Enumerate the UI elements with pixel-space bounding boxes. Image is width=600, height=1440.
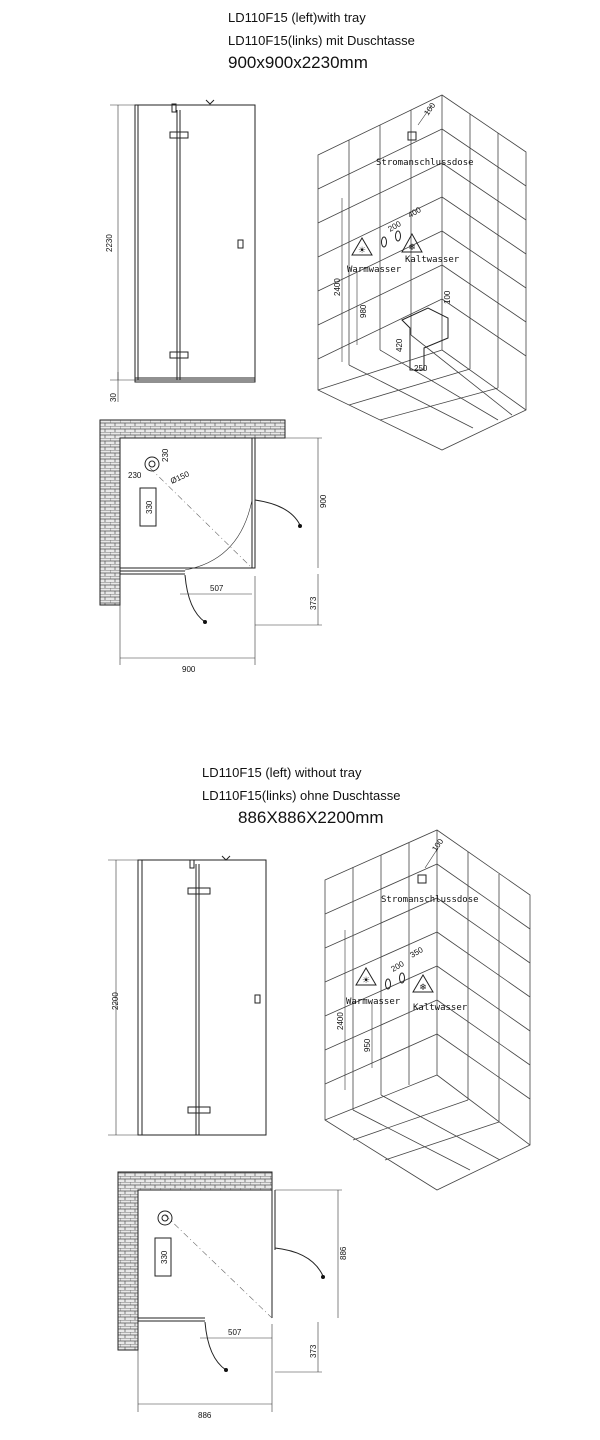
plan-dim-330: 330	[145, 500, 154, 514]
side2-door-swing	[275, 1248, 323, 1276]
section1-wall-view	[318, 95, 526, 450]
section1-title-line1: LD110F15 (left)with tray	[228, 10, 366, 25]
socket2-box	[418, 875, 426, 883]
side2-door-swing-end	[321, 1275, 325, 1279]
section2-front-view	[108, 856, 266, 1135]
plan2-dim-507: 507	[228, 1328, 242, 1337]
dim-200-label: 200	[386, 219, 403, 234]
front-door-swing	[185, 575, 205, 622]
plan2-dim-886-side: 886	[339, 1246, 348, 1260]
plan-dim-373: 373	[309, 596, 318, 610]
socket-label: Stromanschlussdose	[376, 158, 474, 168]
left-wall-tiles	[318, 110, 442, 365]
sun2-icon: ☀	[361, 975, 371, 985]
dim-400-label: 400	[406, 205, 423, 220]
section2-floor-plan	[118, 1172, 348, 1420]
cold2-water-label: Kaltwasser	[413, 1003, 468, 1013]
warm2-water-label: Warmwasser	[346, 997, 401, 1007]
dim-2400-label: 2400	[333, 278, 342, 296]
dim-980-label: 980	[359, 304, 368, 318]
drain-inner	[149, 461, 155, 467]
section2-title-line2: LD110F15(links) ohne Duschtasse	[202, 788, 401, 803]
snowflake2-icon: ❄	[419, 982, 427, 992]
front-height-label: 2230	[105, 234, 114, 252]
front2-height-label: 2200	[111, 992, 120, 1010]
section1-floor-plan	[100, 420, 328, 674]
side-door-swing	[255, 500, 300, 525]
door-handle	[238, 240, 243, 248]
section1-title-line3: 900x900x2230mm	[228, 53, 368, 72]
dim-420-label: 420	[395, 338, 404, 352]
dim2-2400-label: 2400	[336, 1012, 345, 1030]
front-frame-outline	[135, 105, 255, 380]
socket-dim-label: 100	[422, 101, 438, 118]
warm-water-outlet	[382, 237, 387, 247]
section2-title-line1: LD110F15 (left) without tray	[202, 765, 362, 780]
cold-water-outlet	[396, 231, 401, 241]
front2-door-swing-end	[224, 1368, 228, 1372]
plan-dim-230b: 230	[128, 471, 142, 480]
dim2-200-label: 200	[389, 959, 406, 974]
dim2-950-label: 950	[363, 1038, 372, 1052]
socket2-label: Stromanschlussdose	[381, 895, 479, 905]
tray-height-label: 30	[109, 393, 118, 402]
plan-dim-900-side: 900	[319, 494, 328, 508]
cold-water-label: Kaltwasser	[405, 255, 460, 265]
plan-dim-150: Ø150	[169, 469, 191, 486]
drain2-inner	[162, 1215, 168, 1221]
warm-water-label: Warmwasser	[347, 265, 402, 275]
brick2-wall	[118, 1172, 272, 1350]
sun-icon: ☀	[357, 245, 367, 255]
plan2-dim-886-bottom: 886	[198, 1411, 212, 1420]
side-door-swing-end	[298, 524, 302, 528]
section2-wall-view	[325, 830, 530, 1190]
top2-clamp	[190, 860, 194, 868]
right-wall2-tiles	[437, 852, 530, 1122]
plan-dim-230a: 230	[161, 448, 170, 462]
hinge-bottom	[170, 352, 188, 358]
plan2-dim-373: 373	[309, 1344, 318, 1358]
plan-dim-900-bottom: 900	[182, 665, 196, 674]
plan-dim-507: 507	[210, 584, 224, 593]
hinge-top	[170, 132, 188, 138]
door2-handle	[255, 995, 260, 1003]
section2-title-line3: 886X886X2200mm	[238, 808, 384, 827]
dim-100-low-label: 100	[443, 290, 452, 304]
front2-frame-outline	[138, 860, 266, 1135]
snowflake-icon: ❄	[408, 242, 416, 252]
diagonal2-centerline	[165, 1215, 272, 1318]
plan2-dim-330: 330	[160, 1250, 169, 1264]
front-door-swing-end	[203, 620, 207, 624]
front2-door-swing	[205, 1322, 226, 1370]
drain-circle	[145, 457, 159, 471]
section1-front-view	[105, 100, 255, 402]
socket-box	[408, 132, 416, 140]
wall-bracket	[206, 100, 214, 104]
brick-wall	[100, 420, 285, 605]
wall2-bracket	[222, 856, 230, 860]
dim2-350-label: 350	[408, 945, 425, 960]
drain2-circle	[158, 1211, 172, 1225]
right-wall-tiles	[442, 114, 526, 388]
section1-title-line2: LD110F15(links) mit Duschtasse	[228, 33, 415, 48]
socket2-dim-label: 100	[430, 837, 446, 854]
dim-250-label: 250	[414, 364, 428, 373]
diagonal-centerline	[150, 468, 252, 568]
